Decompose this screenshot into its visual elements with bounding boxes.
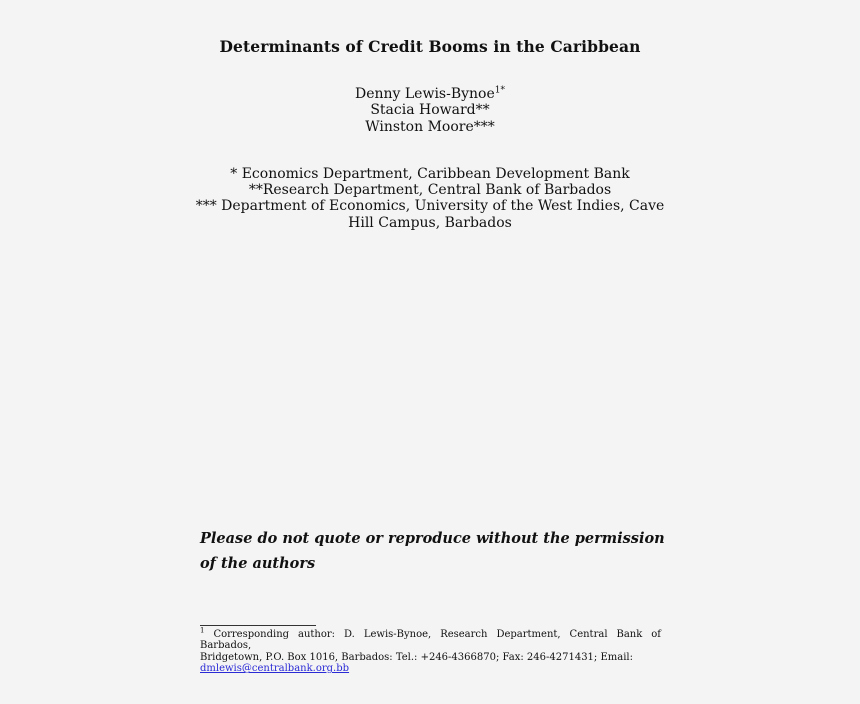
- footnote-divider: [200, 625, 316, 626]
- affiliation-1: * Economics Department, Caribbean Development Bank: [230, 166, 630, 182]
- footnote: [200, 626, 662, 675]
- author-1: [0, 86, 860, 102]
- footnote-line-1: [200, 626, 662, 652]
- footnote-text-1: Corresponding author: D. Lewis-Bynoe, Research Department, Central Bank of Barbados,: [200, 629, 662, 652]
- permission-notice: [200, 527, 670, 576]
- footnote-line-2: Bridgetown, P.O. Box 1016, Barbados: Tel.: +246-4366870; Fax: 246-4271431; Email:: [200, 651, 633, 663]
- author-1-name: Denny Lewis-Bynoe: [354, 86, 495, 102]
- affiliation-3-continued: Hill Campus, Barbados: [348, 214, 512, 231]
- affiliation-2: **Research Department, Central Bank of Barbados: [248, 182, 612, 199]
- author-2: Stacia Howard**: [370, 102, 490, 119]
- permission-notice-line-2: of the authors: [200, 554, 316, 572]
- affiliation-list: [190, 166, 670, 231]
- author-email-link[interactable]: dmlewis@centralbank.org.bb: [200, 663, 350, 675]
- author-1-mark: 1*: [494, 85, 506, 96]
- footnote-marker: 1: [200, 626, 205, 635]
- paper-title: Determinants of Credit Booms in the Caribbean: [219, 37, 641, 56]
- author-3: Winston Moore***: [365, 118, 495, 135]
- author-list: [0, 86, 860, 135]
- affiliation-3: *** Department of Economics, University of the West Indies, Cave: [195, 198, 665, 215]
- permission-notice-line-1: Please do not quote or reproduce without the permission: [200, 530, 665, 547]
- footnote-line-3: [200, 663, 661, 674]
